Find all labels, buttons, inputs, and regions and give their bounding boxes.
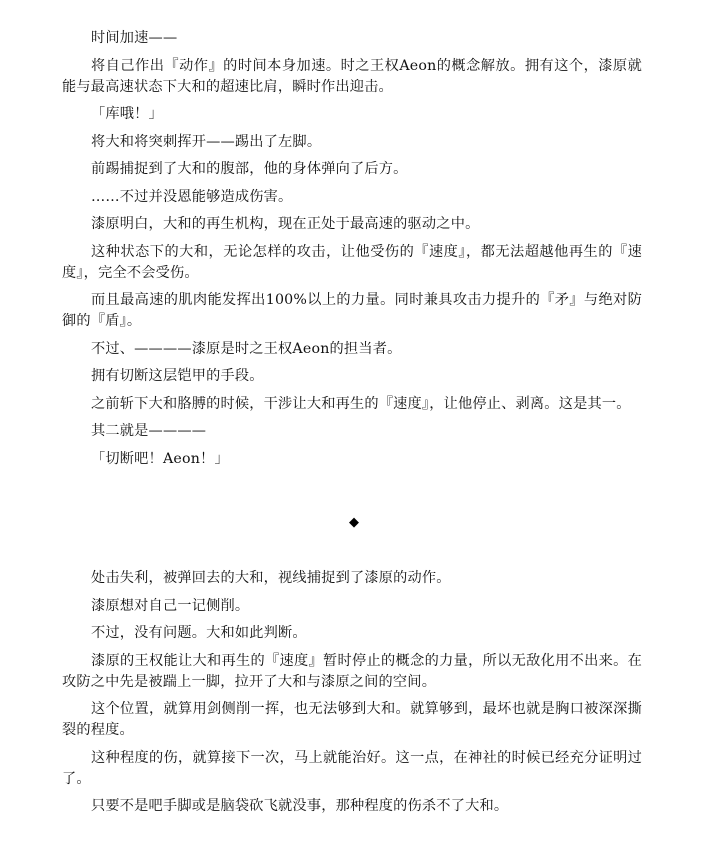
paragraph: 将自己作出『动作』的时间本身加速。时之王权Aeon的概念解放。拥有这个，漆原就能与最高速状态下大和的超速比肩，瞬时作出迎击。 (62, 57, 642, 95)
paragraph: 「切断吧！Aeon！」 (91, 450, 229, 467)
paragraph: 漆原明白，大和的再生机构，现在正处于最高速的驱动之中。 (91, 216, 480, 232)
paragraph: 其二就是———— (91, 423, 207, 439)
section-2 (62, 568, 642, 817)
paragraph: 漆原想对自己一记侧削。 (91, 597, 250, 614)
document-page (62, 28, 642, 824)
paragraph: 只要不是吧手脚或是脑袋砍飞就没事，那种程度的伤杀不了大和。 (91, 798, 509, 814)
paragraph: 不过、————漆原是时之王权Aeon的担当者。 (91, 340, 402, 357)
paragraph: 这种程度的伤，就算接下一次，马上就能治好。这一点，在神社的时候已经充分证明过了。 (62, 749, 642, 787)
paragraph: 前踢捕捉到了大和的腹部，他的身体弹向了后方。 (91, 161, 408, 177)
paragraph: 处击失利，被弹回去的大和，视线捕捉到了漆原的动作。 (91, 570, 451, 586)
paragraph: ……不过并没恩能够造成伤害。 (91, 188, 293, 205)
paragraph: 时间加速—— (91, 30, 178, 46)
paragraph: 「库哦！」 (91, 106, 163, 122)
paragraph: 之前斩下大和胳膊的时候，干涉让大和再生的『速度』，让他停止、剥离。这是其一。 (91, 395, 631, 412)
paragraph: 这个位置，就算用剑侧削一挥，也无法够到大和。就算够到，最坏也就是胸口被深深撕裂的程度。 (62, 701, 642, 738)
paragraph: 将大和将突刺挥开——踢出了左脚。 (91, 133, 322, 150)
paragraph: 拥有切断这层铠甲的手段。 (91, 368, 264, 384)
paragraph: 不过，没有问题。大和如此判断。 (91, 625, 307, 641)
scene-break (62, 476, 642, 568)
diamond-divider: ◆ (349, 514, 359, 530)
paragraph: 而且最高速的肌肉能发挥出100%以上的力量。同时兼具攻击力提升的『矛』与绝对防御的『盾』。 (62, 292, 642, 329)
section-1 (62, 28, 642, 470)
paragraph: 这种状态下的大和，无论怎样的攻击，让他受伤的『速度』，都无法超越他再生的『速度』，完全不会受伤。 (62, 243, 642, 281)
paragraph: 漆原的王权能让大和再生的『速度』暂时停止的概念的力量，所以无敌化用不出来。在攻防之中先是被踹上一脚，拉开了大和与漆原之间的空间。 (62, 652, 642, 690)
